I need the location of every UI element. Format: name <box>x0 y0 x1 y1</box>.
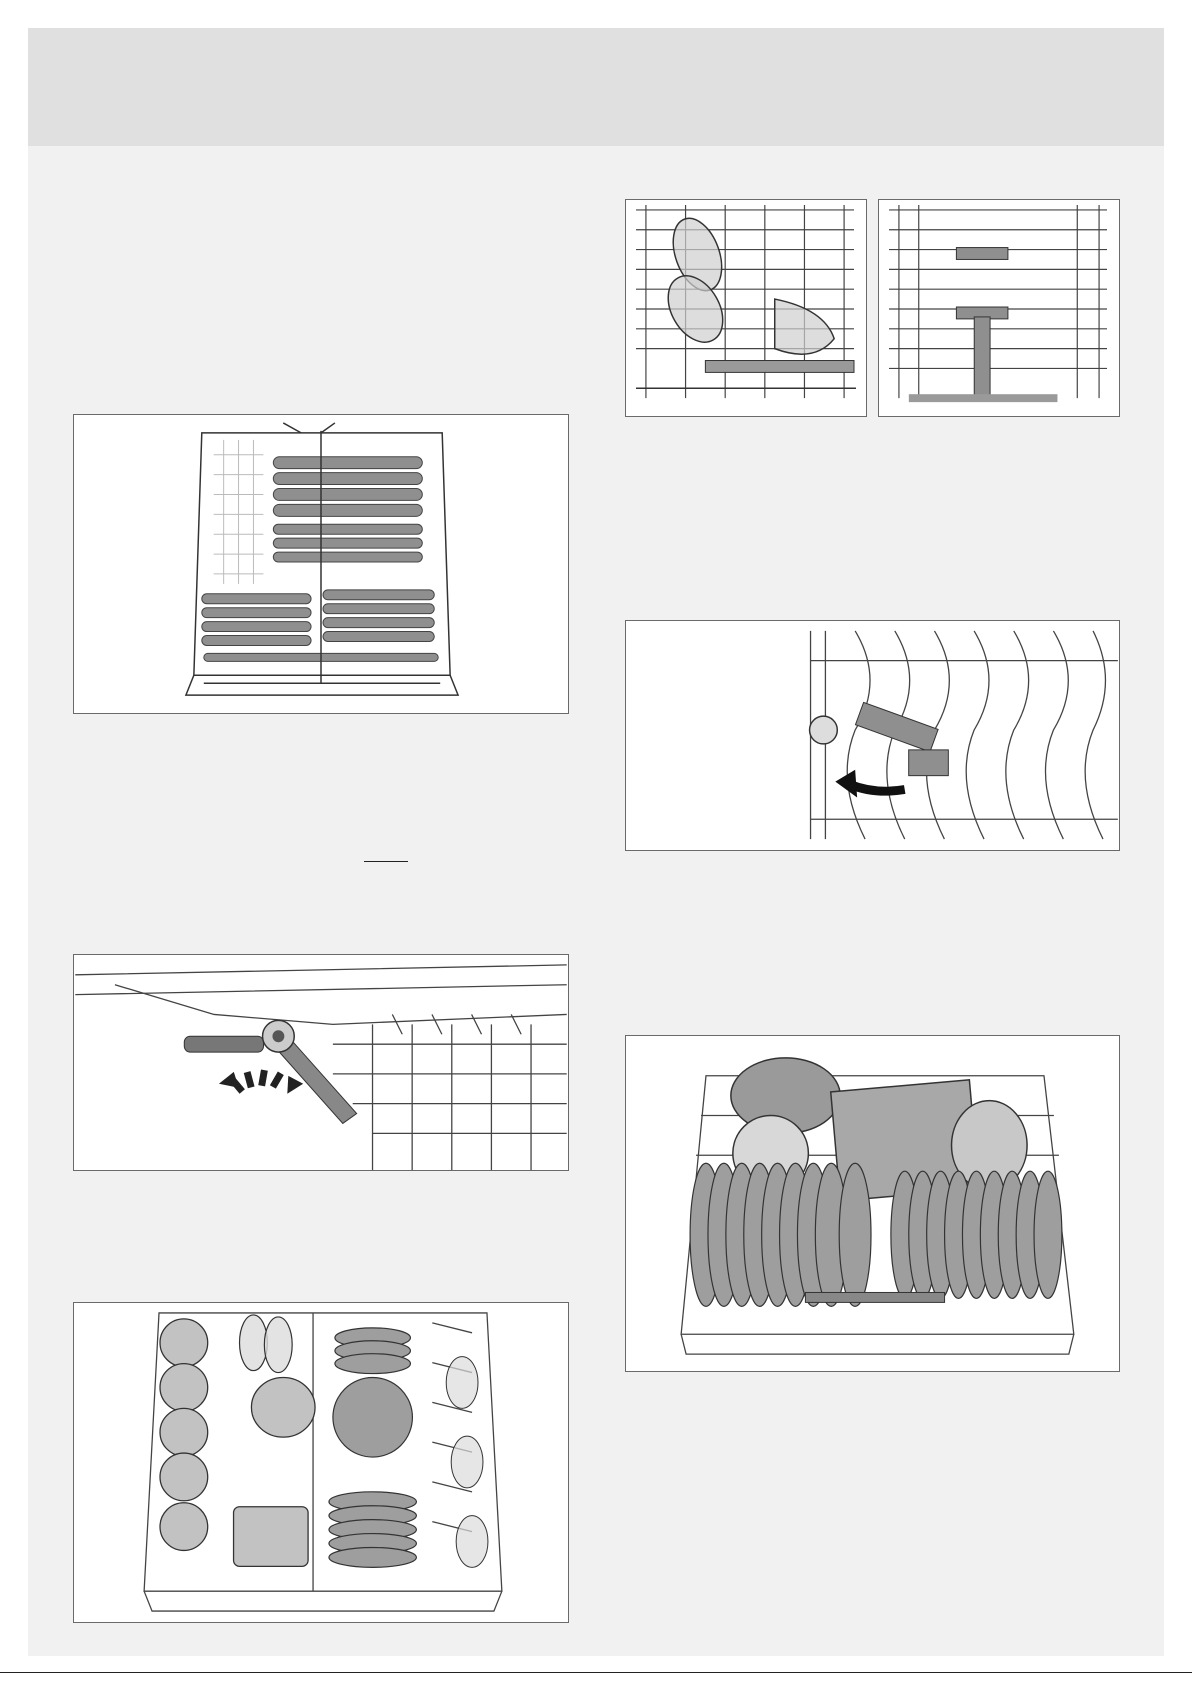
rack-adjuster-illustration <box>73 954 569 1171</box>
upper-rack-drawing <box>74 1303 568 1622</box>
cutlery-drawer-drawing <box>74 415 568 713</box>
glass-holder-left-drawing <box>626 200 866 416</box>
glass-holders-right-illustration <box>878 199 1120 417</box>
footer-rule <box>0 1672 1192 1673</box>
rack-lever-drawing <box>626 621 1119 850</box>
rack-lever-illustration <box>625 620 1120 851</box>
glass-holder-right-drawing <box>879 200 1119 416</box>
rack-adjuster-drawing <box>74 955 568 1170</box>
header-band <box>28 28 1164 146</box>
cutlery-drawer-illustration <box>73 414 569 714</box>
lower-rack-drawing <box>626 1036 1119 1371</box>
lower-rack-illustration <box>625 1035 1120 1372</box>
glass-holders-left-illustration <box>625 199 867 417</box>
upper-rack-illustration <box>73 1302 569 1623</box>
underline-mark <box>364 861 408 862</box>
